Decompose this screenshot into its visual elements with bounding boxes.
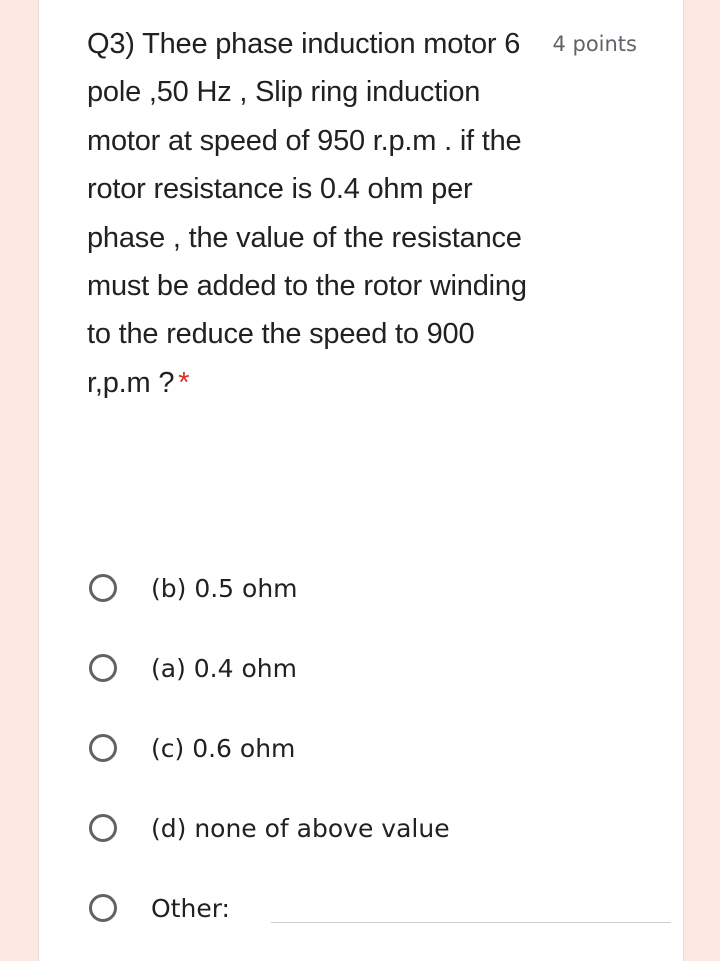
points-label: 4 points — [552, 32, 637, 56]
radio-button-icon[interactable] — [89, 814, 117, 842]
radio-button-icon[interactable] — [89, 654, 117, 682]
option-label: (a) 0.4 ohm — [151, 653, 297, 683]
option-c[interactable] — [89, 708, 679, 788]
option-a[interactable] — [89, 628, 679, 708]
option-label: Other: — [151, 893, 230, 923]
radio-button-icon[interactable] — [89, 894, 117, 922]
question-header — [87, 20, 647, 407]
answer-options — [89, 548, 679, 948]
question-card — [38, 0, 684, 961]
option-other[interactable] — [89, 868, 679, 948]
question-text: Q3) Thee phase induction motor 6 pole ,50 Hz , Slip ring induction motor at speed of 950 r.p.m . if the rotor resistance is 0.4 ohm per phase , the value of the resistance must be added to the rotor winding to the reduce the speed to 900 r,p.m ? — [87, 28, 527, 399]
option-label: (c) 0.6 ohm — [151, 733, 296, 763]
other-text-input[interactable] — [271, 922, 671, 923]
option-b[interactable] — [89, 548, 679, 628]
option-label: (b) 0.5 ohm — [151, 573, 298, 603]
radio-button-icon[interactable] — [89, 734, 117, 762]
option-d[interactable] — [89, 788, 679, 868]
required-asterisk: * — [178, 366, 190, 399]
question-title — [87, 20, 532, 407]
option-label: (d) none of above value — [151, 813, 450, 843]
radio-button-icon[interactable] — [89, 574, 117, 602]
